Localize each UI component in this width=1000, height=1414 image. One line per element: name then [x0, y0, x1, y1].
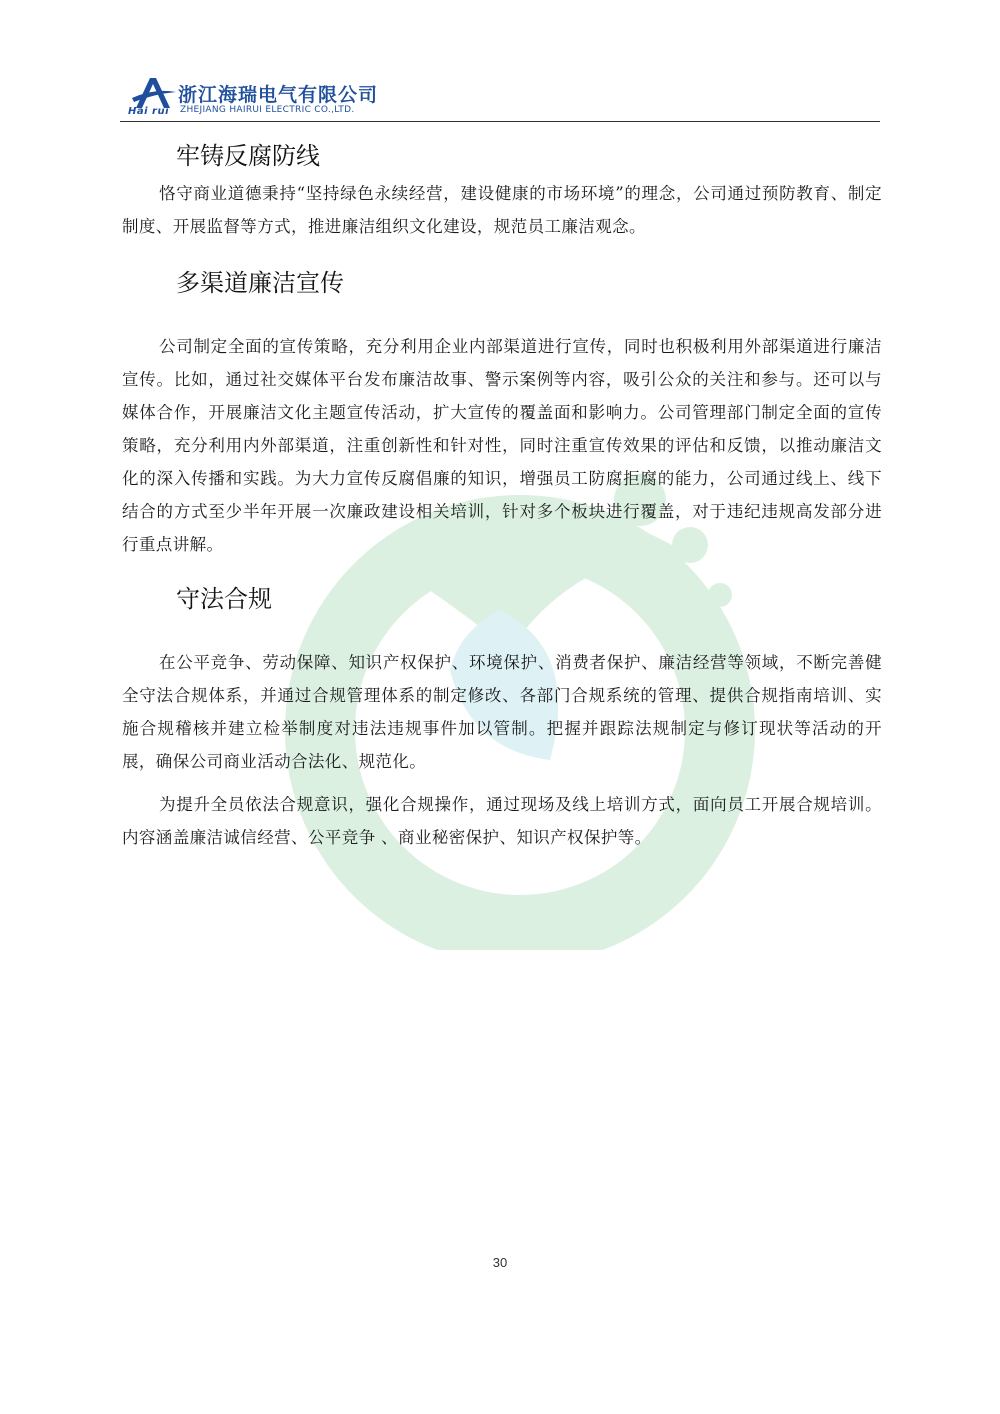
section-paragraph: 恪守商业道德秉持“坚持绿色永续经营，建设健康的市场环境”的理念，公司通过预防教育、制定制度、开展监督等方式，推进廉洁组织文化建设，规范员工廉洁观念。 — [122, 184, 882, 236]
section-heading: 多渠道廉洁宣传 — [176, 269, 344, 297]
section-heading: 守法合规 — [176, 585, 272, 613]
page-number: 30 — [492, 1255, 508, 1270]
company-name-en: ZHEJIANG HAIRUI ELECTRIC CO.,LTD. — [180, 105, 355, 115]
section-paragraph: 在公平竞争、劳动保障、知识产权保护、环境保护、消费者保护、廉洁经营等领域，不断完善健全守法合规体系，并通过合规管理体系的制定修改、各部门合规系统的管理、提供合规指南培训、实施合规稽核并建立检举制度对违法违规事件加以管制。把握并跟踪法规制定与修订现状等活动的开展，确保公司商业活动合法化、规范化。 — [122, 653, 882, 771]
header-divider — [120, 121, 880, 122]
page-content — [122, 128, 882, 854]
section-heading: 牢铸反腐防线 — [176, 142, 320, 170]
section-paragraph: 为提升全员依法合规意识，强化合规操作，通过现场及线上培训方式，面向员工开展合规培训。 内容涵盖廉洁诚信经营、公平竞争 、商业秘密保护、知识产权保护等。 — [122, 795, 882, 847]
logo-text: Hai rui — [128, 106, 170, 117]
section-paragraph: 公司制定全面的宣传策略，充分利用企业内部渠道进行宣传，同时也积极利用外部渠道进行廉洁宣传。比如，通过社交媒体平台发布廉洁故事、警示案例等内容，吸引公众的关注和参与。还可以与媒体合作，开展廉洁文化主题宣传活动，扩大宣传的覆盖面和影响力。公司管理部门制定全面的宣传策略，充分利用内外部渠道，注重创新性和针对性，同时注重宣传效果的评估和反馈，以推动廉洁文化的深入传播和实践。为大力宣传反腐倡廉的知识，增强员工防腐拒腐的能力，公司通过线上、线下结合的方式至少半年开展一次廉政建设相关培训，针对多个板块进行覆盖，对于违纪违规高发部分进行重点讲解。 — [122, 337, 882, 554]
company-name-cn: 浙江海瑞电气有限公司 — [178, 84, 379, 106]
page-header — [120, 70, 880, 122]
